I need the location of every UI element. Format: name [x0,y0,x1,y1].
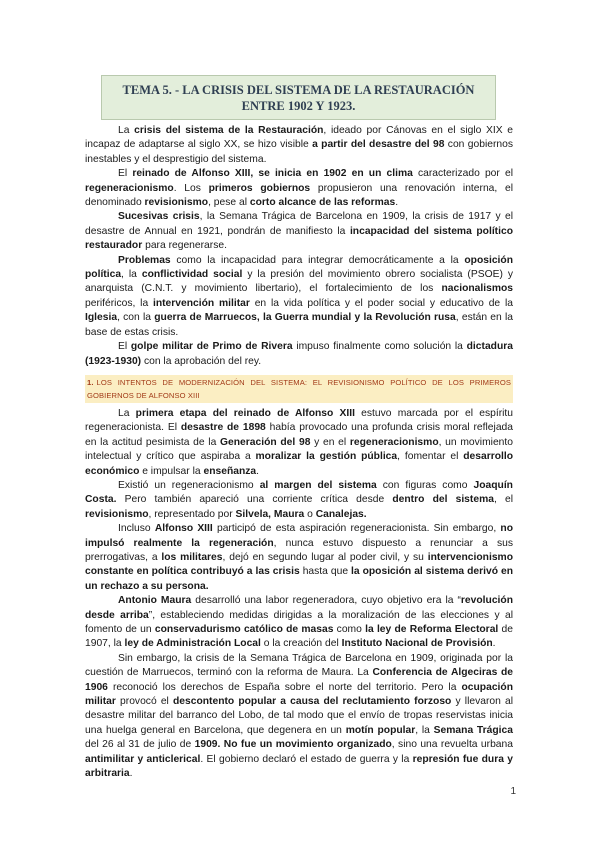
text-run: para regenerarse. [142,240,227,252]
bold-run: Joaquín Costa. [85,479,513,506]
bold-run: Sucesivas crisis [118,211,200,223]
paragraph [85,124,513,167]
bold-run: motín popular [345,724,416,736]
text-run: La [118,125,135,136]
paragraph [85,652,513,782]
bold-run: Instituto Nacional de Provisión [341,638,493,650]
text-run: en la vida política y el poder social y educativo de la [249,297,513,309]
bold-run: golpe militar de Primo de Rivera [130,341,293,353]
section-paragraphs [85,407,513,782]
paragraph [85,522,513,594]
bold-run: Generación del 98 [220,436,311,448]
bold-run: los militares [161,551,223,563]
bold-run: enseñanza [203,465,257,477]
bold-run: desarrollo económico [85,451,514,477]
bold-run: revisionismo [144,197,209,209]
paragraph [85,210,513,253]
bold-run: la oposición al sistema derivó en un rechazo a su persona. [85,566,513,592]
bold-run: la ley de Reforma Electoral [365,624,499,635]
bold-run: conservadurismo católico de masas [154,624,334,635]
text-run: Incluso [118,523,155,535]
text-run: , el [493,494,513,506]
text-run: , la [415,724,434,736]
text-run: . El gobierno declaró el estado de guerra y la [200,753,413,765]
title-line-1: TEMA 5. - LA CRISIS DEL SISTEMA DE LA RESTAURACIÓN [122,83,475,97]
text-run: , fomentar el [397,451,464,463]
bold-run: revolución desde arriba [85,595,513,621]
paragraph [85,407,513,479]
bold-run: Problemas [118,254,171,266]
bold-run: moralizar la gestión pública [255,451,398,463]
text-run: , la Semana Trágica de Barcelona en 1909, la crisis de 1917 y el desastre de Annual en 1921, pondrán de manifiesto la [85,211,513,237]
intro-paragraphs [85,124,513,369]
text-run: , están en la base de estas crisis. [85,312,513,338]
bold-run: oposición política [85,254,513,281]
text-run: La [118,407,136,419]
text-run: con gobiernos inestables y el desprestigio del sistema. [85,139,513,165]
text-run: propusieron una renovación interna, el denominado [85,182,513,209]
bold-run: antimilitar y anticlerical [85,753,201,765]
text-run: periféricos, la [85,297,153,309]
text-run: de 1907, la [85,624,513,650]
text-run: caracterizado por el [412,168,513,180]
page-number: 1 [510,786,516,797]
bold-run: Iglesia [85,312,118,324]
text-run: participó de esta aspiración regeneracionista. Sin embargo, [212,523,501,535]
bold-run: Antonio Maura [118,595,192,607]
text-run: y llevaron al desastre militar del barranco del Lobo, de tal modo que el envío de tropas reservistas inicia una huelga general en Barcelona, que degenera en un [85,696,513,736]
bold-run: Conferencia de Algeciras de 1906 [85,667,514,693]
text-run: , representado por [148,508,236,520]
text-run: , ideado por Cánovas en el siglo XIX e incapaz de adaptarse al siglo XX, se hizo visible [85,125,513,151]
bold-run: descontento popular a causa del reclutamiento forzoso [173,696,452,708]
paragraph [85,167,513,210]
text-run: . [256,465,259,477]
bold-run: dentro del sistema [392,494,494,506]
text-run: , con la [117,312,155,324]
text-run: hasta que [299,566,352,578]
text-run: , pese al [208,197,250,209]
text-run: . [129,768,133,780]
bold-run: no impulsó realmente la regeneración [85,523,513,549]
text-run: . [395,197,399,209]
text-run: ”, estableciendo medidas dirigidas a la moralización de las elecciones y al fomento de un [85,609,513,635]
text-run: El [118,341,131,353]
text-run: estuvo marcada por el espíritu regeneracionista. El [85,407,513,434]
text-run: provocó el [115,696,173,708]
bold-run: incapacidad del sistema político restaurador [85,225,513,252]
document-body [85,124,513,781]
bold-run: ley de Administración Local [124,638,261,650]
text-run: y en el [310,436,350,448]
bold-run: Silvela, Maura [235,508,305,520]
text-run: con figuras como [376,479,474,491]
text-run: como [333,624,366,635]
text-run: desarrolló una labor regeneradora, cuyo objetivo era la “ [191,595,461,607]
text-run: o la creación del [260,638,342,650]
section-heading [85,375,513,403]
text-run: con la aprobación del rey. [141,355,262,367]
bold-run: Semana Trágica [433,724,513,736]
document-title [101,75,496,120]
text-run: Sin embargo, la crisis de la Semana Trágica de Barcelona en 1909, originada por la cuestión de Marruecos, terminó con la reforma de Maura. La [85,652,513,679]
bold-run: dictadura (1923-1930) [85,341,513,367]
section-number: 1. [87,377,94,387]
bold-run: primeros gobiernos [208,182,311,194]
bold-run: primera etapa del reinado de Alfonso XIII [135,407,355,419]
text-run: , dejó en segundo lugar al poder civil, y su [222,551,428,563]
text-run: , nunca estuvo dispuesto a renunciar a sus prerrogativas, a [85,537,513,563]
bold-run: crisis del sistema de la Restauración [134,125,324,136]
title-line-2: ENTRE 1902 Y 1923. [241,99,356,113]
bold-run: revisionismo [85,508,149,520]
paragraph [85,479,513,522]
bold-run: regeneracionismo [85,182,174,194]
bold-run: a partir del desastre del 98 [312,139,445,151]
paragraph [85,254,513,340]
text-run: e impulsar la [139,465,204,477]
text-run: El [118,168,133,180]
text-run: , sino una revuelta urbana [391,739,513,751]
section-heading-text: LOS INTENTOS DE MODERNIZACIÓN DEL SISTEMA: EL REVISIONISMO POLÍTICO DE LOS PRIMEROS GOBIERNOS DE ALFONSO XIII [87,377,511,400]
bold-run: nacionalismos [441,283,513,295]
bold-run: intervención militar [152,297,250,309]
bold-run: ocupación militar [85,681,513,708]
bold-run: al margen del sistema [259,479,377,491]
bold-run: reinado de Alfonso XIII, se inicia en 1902 en un clima [132,168,413,180]
bold-run: guerra de Marruecos, la Guerra mundial y la Revolución rusa [154,312,456,324]
text-run: . Los [173,182,209,194]
bold-run: represión fue dura y arbitraria [85,753,513,780]
text-run: del 26 al 31 de julio de [85,739,195,751]
text-run: como la incapacidad para integrar democráticamente a la [170,254,465,266]
paragraph [85,340,513,369]
bold-run: conflictividad social [141,269,243,281]
text-run: o [304,508,316,520]
text-run: . [492,638,496,650]
text-run: reconoció los derechos de España sobre el norte del territorio. Pero la [107,681,462,693]
text-run: , la [121,269,142,281]
text-run: Pero también apareció una corriente crítica desde [116,494,393,506]
text-run: impuso finalmente como solución la [292,341,467,353]
text-run: y la presión del movimiento obrero socialista (PSOE) y anarquista (C.N.T. y movimiento libertario), el fortalecimiento de los [85,269,513,295]
bold-run: intervencionismo constante en política contribuyó a las crisis [85,551,513,578]
text-run: , un movimiento intelectual y crítico que aspiraba a [85,436,513,463]
bold-run: desastre de 1898 [180,422,266,434]
bold-run: Alfonso XIII [154,523,213,535]
text-run: había provocado una profunda crisis moral reflejada en la actitud pesimista de la [85,422,513,448]
paragraph [85,594,513,652]
bold-run: regeneracionismo [349,436,439,448]
bold-run: corto alcance de las reformas [249,197,396,209]
bold-run: Canalejas. [315,508,367,520]
text-run: Existió un regeneracionismo [118,479,260,491]
bold-run: 1909. No fue un movimiento organizado [194,739,392,751]
